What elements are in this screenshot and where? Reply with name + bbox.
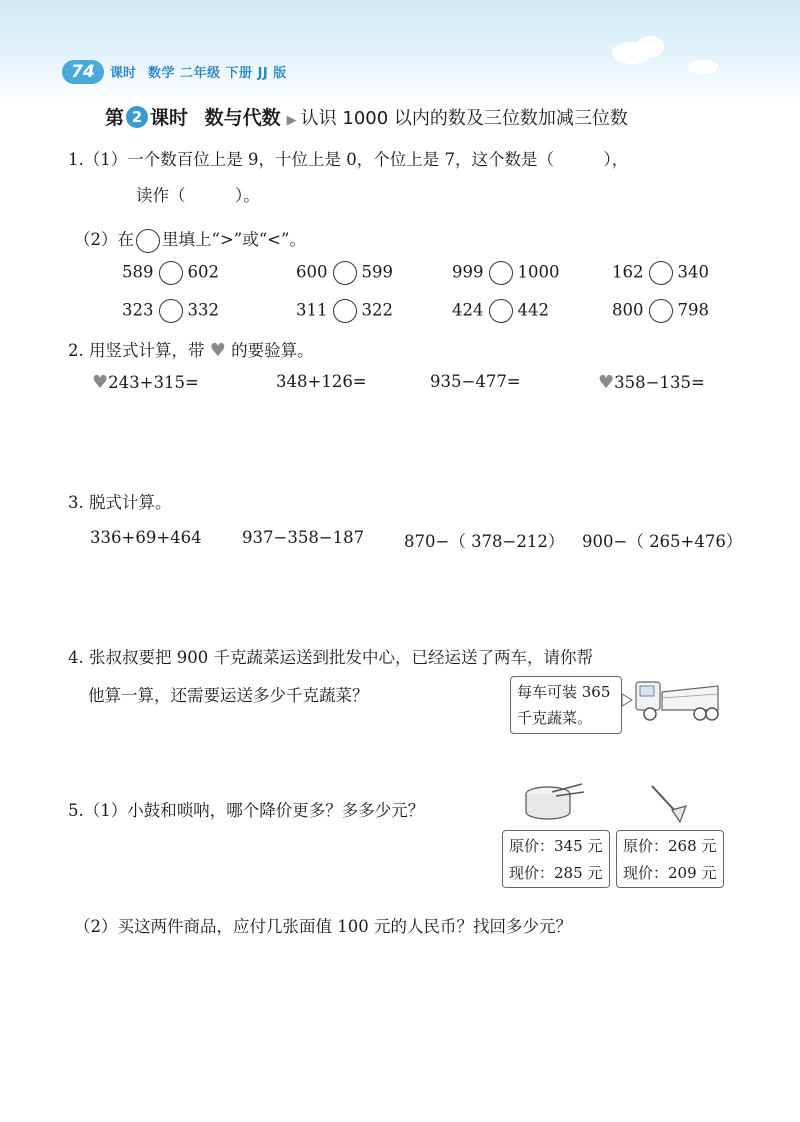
speech-bubble: [510, 676, 622, 734]
compare-item: 800 798: [612, 299, 709, 323]
q2-item: ♥243+315=: [92, 372, 199, 393]
q1-part2-label: （2）在: [74, 230, 134, 249]
drum-current-price: 现价：285 元: [509, 864, 603, 882]
answer-circle[interactable]: [159, 261, 183, 285]
q5-line1: 5.（1）小鼓和唢呐，哪个降价更多？多多少元？: [68, 801, 425, 820]
heart-icon: ♥: [598, 372, 615, 393]
q1-line2: 读作（ ）。: [136, 186, 260, 205]
q2-item: 935−477=: [430, 372, 521, 391]
answer-circle[interactable]: [333, 299, 357, 323]
arrow-icon: ▶: [286, 113, 297, 128]
q5-line2: （2）买这两件商品，应付几张面值 100 元的人民币？找回多少元？: [74, 917, 572, 936]
q3-item: 900−（ 265+476）: [582, 532, 743, 551]
answer-circle[interactable]: [649, 299, 673, 323]
q2-item: ♥358−135=: [598, 372, 705, 393]
cloud-decoration: [636, 36, 664, 58]
book-subject: 数学 二年级 下册 JJ 版: [148, 66, 287, 81]
header-band: [0, 0, 800, 100]
compare-item: 311 322: [296, 299, 393, 323]
answer-circle[interactable]: [489, 299, 513, 323]
q4-line2: 他算一算，还需要运送多少千克蔬菜？: [88, 686, 369, 705]
heart-icon: ♥: [92, 372, 109, 393]
q2-instruction: 2. 用竖式计算，带 ♥ 的要验算。: [68, 340, 314, 361]
title-topic: 数与代数: [204, 107, 281, 129]
heart-icon: ♥: [209, 340, 226, 361]
q1-line1: [68, 146, 628, 170]
compare-item: 323 332: [122, 299, 219, 323]
page-number: 74: [62, 60, 104, 84]
title-prefix: 第: [105, 107, 125, 129]
compare-item: 424 442: [452, 299, 549, 323]
lesson-title: [105, 103, 628, 130]
suona-icon: [646, 782, 696, 826]
answer-circle[interactable]: [136, 229, 160, 253]
suona-original-price: 原价：268 元: [623, 837, 717, 855]
q3-item: 937−358−187: [242, 528, 365, 547]
title-suffix: 课时: [150, 107, 189, 129]
brand-logo: 课时: [110, 66, 137, 81]
q1-text1: 一个数百位上是 9，十位上是 0，个位上是 7，这个数是（ ），: [127, 150, 629, 169]
q1-part2: [74, 226, 306, 253]
drum-original-price: 原价：345 元: [509, 837, 603, 855]
q3-item: 870−（ 378−212）: [404, 532, 565, 551]
answer-circle[interactable]: [489, 261, 513, 285]
answer-circle[interactable]: [333, 261, 357, 285]
compare-item: 589 602: [122, 261, 219, 285]
note-line1: 每车可装 365: [517, 683, 611, 701]
suona-current-price: 现价：209 元: [623, 864, 717, 882]
q3-item: 336+69+464: [90, 528, 202, 547]
compare-item: 162 340: [612, 261, 709, 285]
note-line2: 千克蔬菜。: [517, 709, 593, 727]
q2-item: 348+126=: [276, 372, 367, 391]
title-subtitle: 认识 1000 以内的数及三位数加减三位数: [300, 108, 628, 129]
q3-instruction: 3. 脱式计算。: [68, 493, 172, 512]
lesson-number-badge: 2: [126, 106, 148, 128]
cloud-decoration: [688, 60, 718, 74]
compare-item: 600 599: [296, 261, 393, 285]
q1-part2-text: 里填上“>”或“<”。: [162, 230, 306, 249]
q1-label: 1.（1）: [68, 150, 128, 169]
q4-line1: 4. 张叔叔要把 900 千克蔬菜运送到批发中心，已经运送了两车，请你帮: [68, 648, 593, 667]
truck-icon: [618, 672, 728, 728]
answer-circle[interactable]: [649, 261, 673, 285]
suona-price-tag: [616, 830, 724, 888]
answer-circle[interactable]: [159, 299, 183, 323]
drum-icon: [522, 780, 588, 824]
compare-item: 999 1000: [452, 261, 560, 285]
drum-price-tag: [502, 830, 610, 888]
